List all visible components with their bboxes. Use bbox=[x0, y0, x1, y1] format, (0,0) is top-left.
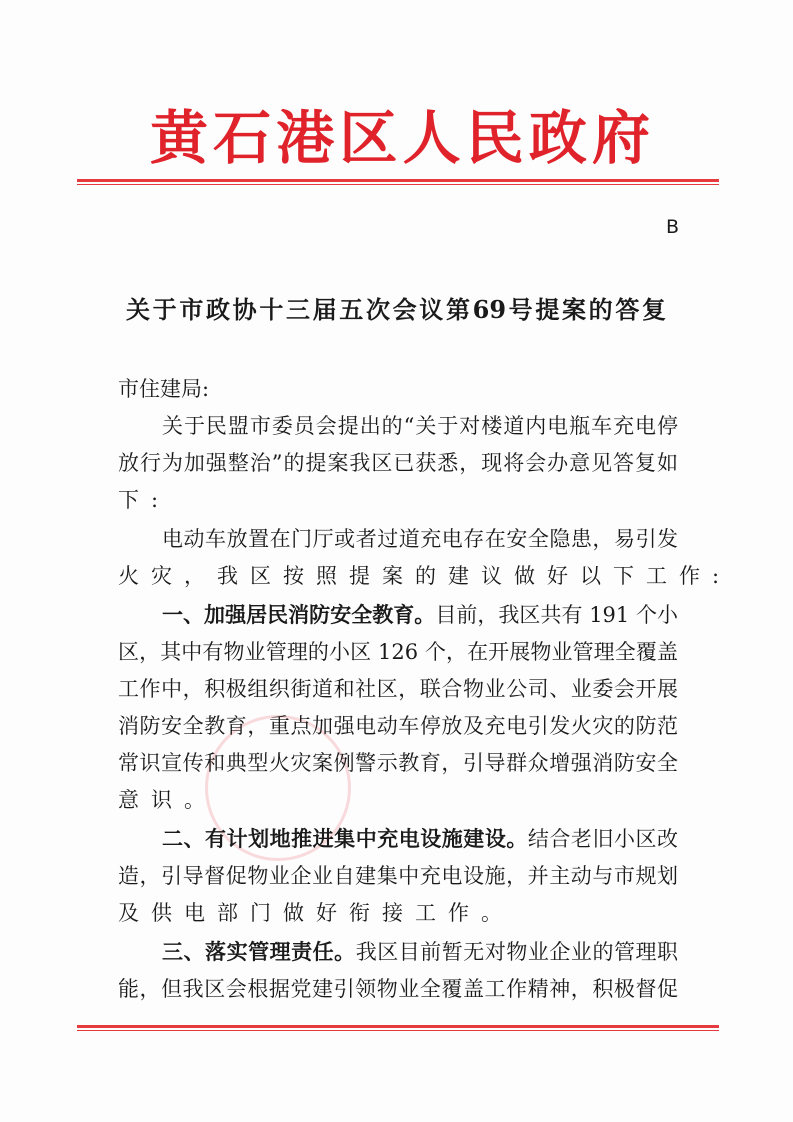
body-line: 及供电部门做好衔接工作。 bbox=[118, 901, 514, 925]
body-text: 我区目前暂无对物业企业的管理职 bbox=[355, 940, 678, 964]
item3-heading: 三、落实管理责任。 bbox=[162, 940, 356, 964]
body-line: 造，引导督促物业企业自建集中充电设施，并主动与市规划 bbox=[118, 864, 678, 888]
body-line: 关于民盟市委员会提出的“关于对楼道内电瓶车充电停 bbox=[162, 414, 678, 438]
document-body bbox=[118, 371, 732, 1008]
document-title: 关于市政协十三届五次会议第69号提案的答复 bbox=[126, 295, 666, 324]
item2-first-line bbox=[118, 821, 678, 858]
header-red-rule bbox=[77, 179, 719, 185]
body-line: 区，其中有物业管理的小区 126 个，在开展物业管理全覆盖 bbox=[118, 640, 678, 664]
addressee: 市住建局: bbox=[118, 377, 210, 401]
body-line: 火灾，我区按照提案的建议做好以下工作: bbox=[118, 564, 732, 588]
body-line: 消防安全教育，重点加强电动车停放及充电引发火灾的防范 bbox=[118, 714, 678, 738]
body-line: 电动车放置在门厅或者过道充电存在安全隐患，易引发 bbox=[162, 527, 678, 551]
item3-first-line bbox=[118, 934, 678, 971]
body-text: 目前，我区共有 191 个小 bbox=[435, 603, 678, 627]
item1-first-line bbox=[118, 597, 678, 634]
body-line: 工作中，积极组织街道和社区，联合物业公司、业委会开展 bbox=[118, 677, 678, 701]
document-code: B bbox=[666, 216, 680, 238]
item2-heading: 二、有计划地推进集中充电设施建设。 bbox=[162, 827, 528, 851]
item1-heading: 一、加强居民消防安全教育。 bbox=[162, 603, 436, 627]
body-line: 下: bbox=[118, 488, 171, 512]
footer-red-rule bbox=[77, 1025, 719, 1031]
body-text: 结合老旧小区改 bbox=[527, 827, 678, 851]
body-line: 意识。 bbox=[118, 788, 217, 812]
body-line: 常识宣传和典型火灾案例警示教育，引导群众增强消防安全 bbox=[118, 751, 678, 775]
body-line: 放行为加强整治”的提案我区已获悉，现将会办意见答复如 bbox=[118, 451, 678, 475]
body-line: 能，但我区会根据党建引领物业全覆盖工作精神，积极督促 bbox=[118, 977, 678, 1001]
issuing-organization-header: 黄石港区人民政府 bbox=[150, 104, 650, 172]
